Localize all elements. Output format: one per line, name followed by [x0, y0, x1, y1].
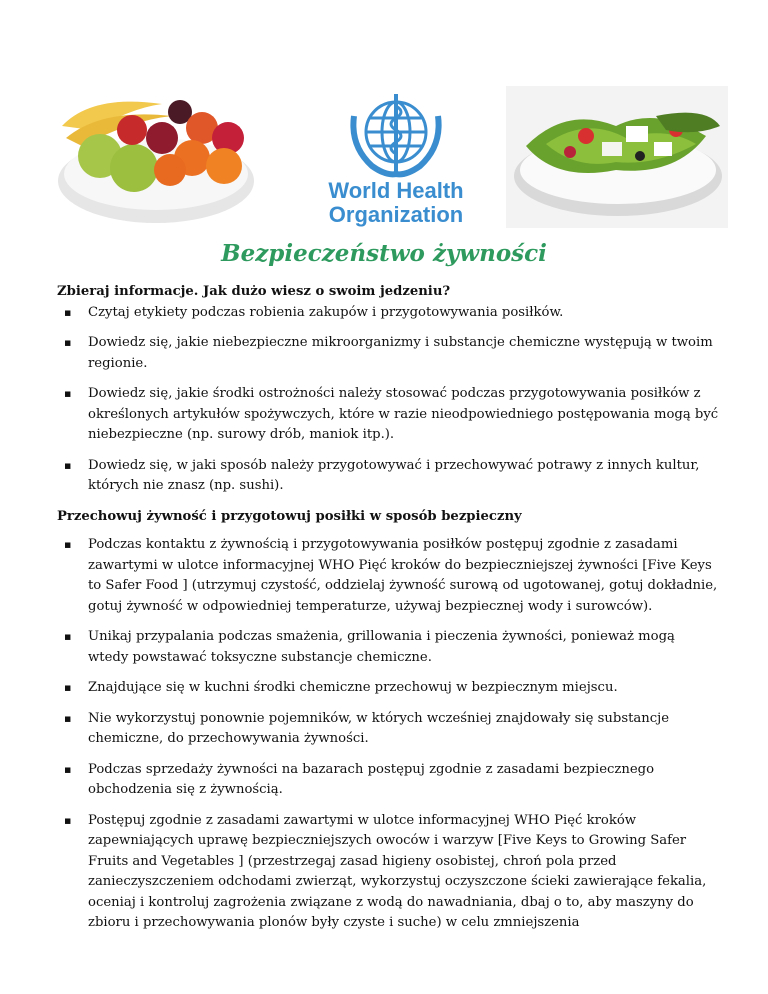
list-item: ▪ Dowiedz się, jakie środki ostrożności należy stosować podczas przygotowywania posiłków z określonych artykułów spożywczych, które w razie nieodpowiedniego postępowania mogą być niebezpieczne (np. surowy drób, maniok itp.). — [64, 386, 719, 442]
list-item: ▪ Nie wykorzystuj ponownie pojemników, w których wcześniej znajdowały się substancje chemiczne, do przechowywania żywności. — [64, 710, 670, 746]
bullet-icon: ▪ — [64, 387, 72, 400]
list-item: ▪ Podczas sprzedaży żywności na bazarach postępuj zgodnie z zasadami bezpiecznego obchodzenia się z żywnością. — [64, 761, 655, 797]
list-item: ▪ Znajdujące się w kuchni środki chemiczne przechowuj w bezpiecznym miejscu. — [57, 678, 719, 699]
bullet-list-store-food — [57, 535, 719, 934]
salad-plate-image — [506, 86, 728, 228]
bullet-icon: ▪ — [64, 458, 72, 472]
bullet-icon: ▪ — [64, 813, 72, 827]
bullet-icon: ▪ — [64, 762, 72, 776]
section-heading-gather-info: Zbieraj informacje. Jak dużo wiesz o swoim jedzeniu? — [57, 284, 451, 299]
logo-line-1: World Health — [328, 178, 464, 203]
bullet-icon: ▪ — [64, 711, 72, 725]
header-images — [0, 86, 768, 236]
bullet-icon: ▪ — [64, 336, 72, 349]
list-item: ▪ Postępuj zgodnie z zasadami zawartymi w ulotce informacyjnej WHO Pięć kroków zapewniających uprawę bezpieczniejszych owoców i warzyw [Five Keys to Growing Safer Fruits and Vegetables ] (przestrzegaj zasad higieny osobistej, chroń pola przed zanieczyszczeniem odchodami zwierząt, wykorzystuj oczyszczone ścieki zawierające fekalia, oceniaj i kontroluj zagrożenia związane z wodą do nawadniania, dbaj o to, aby maszyny do zbioru i przechowywania plonów były czyste i suche) w celu zmniejszenia — [64, 812, 707, 930]
list-item: ▪ Czytaj etykiety podczas robienia zakupów i przygotowywania posiłków. — [57, 303, 719, 324]
who-emblem-icon — [320, 86, 472, 231]
list-item: ▪ Dowiedz się, jakie niebezpieczne mikroorganizmy i substancje chemiczne występują w twoim regionie. — [64, 335, 713, 371]
fruit-bowl-image — [52, 86, 260, 226]
page-title: Bezpieczeństwo żywności — [221, 240, 547, 267]
logo-line-2: Organization — [328, 202, 464, 227]
bullet-icon: ▪ — [64, 305, 72, 319]
who-logo — [320, 86, 472, 231]
bullet-icon: ▪ — [64, 630, 72, 643]
list-item: ▪ Dowiedz się, w jaki sposób należy przygotowywać i przechowywać potrawy z innych kultur, których nie znasz (np. sushi). — [64, 457, 700, 493]
list-item: ▪ Podczas kontaktu z żywnością i przygotowywania posiłków postępuj zgodnie z zasadami zawartymi w ulotce informacyjnej WHO Pięć kroków do bezpieczniejszej żywności [Five Keys to Safer Food ] (utrzymuj czystość, oddzielaj żywność surową od ugotowanej, gotuj dokładnie, gotuj żywność w odpowiedniej temperaturze, używaj bezpiecznej wody i surowców). — [64, 537, 718, 614]
bullet-icon: ▪ — [64, 538, 72, 551]
bullet-list-gather-info — [57, 303, 719, 497]
document-body — [57, 282, 719, 934]
section-heading-store-food: Przechowuj żywność i przygotowuj posiłki w sposób bezpieczny — [57, 508, 522, 524]
list-item: ▪ Unikaj przypalania podczas smażenia, grillowania i pieczenia żywności, ponieważ mogą wtedy powstawać toksyczne substancje chemiczne. — [64, 629, 675, 665]
bullet-icon: ▪ — [64, 681, 72, 694]
